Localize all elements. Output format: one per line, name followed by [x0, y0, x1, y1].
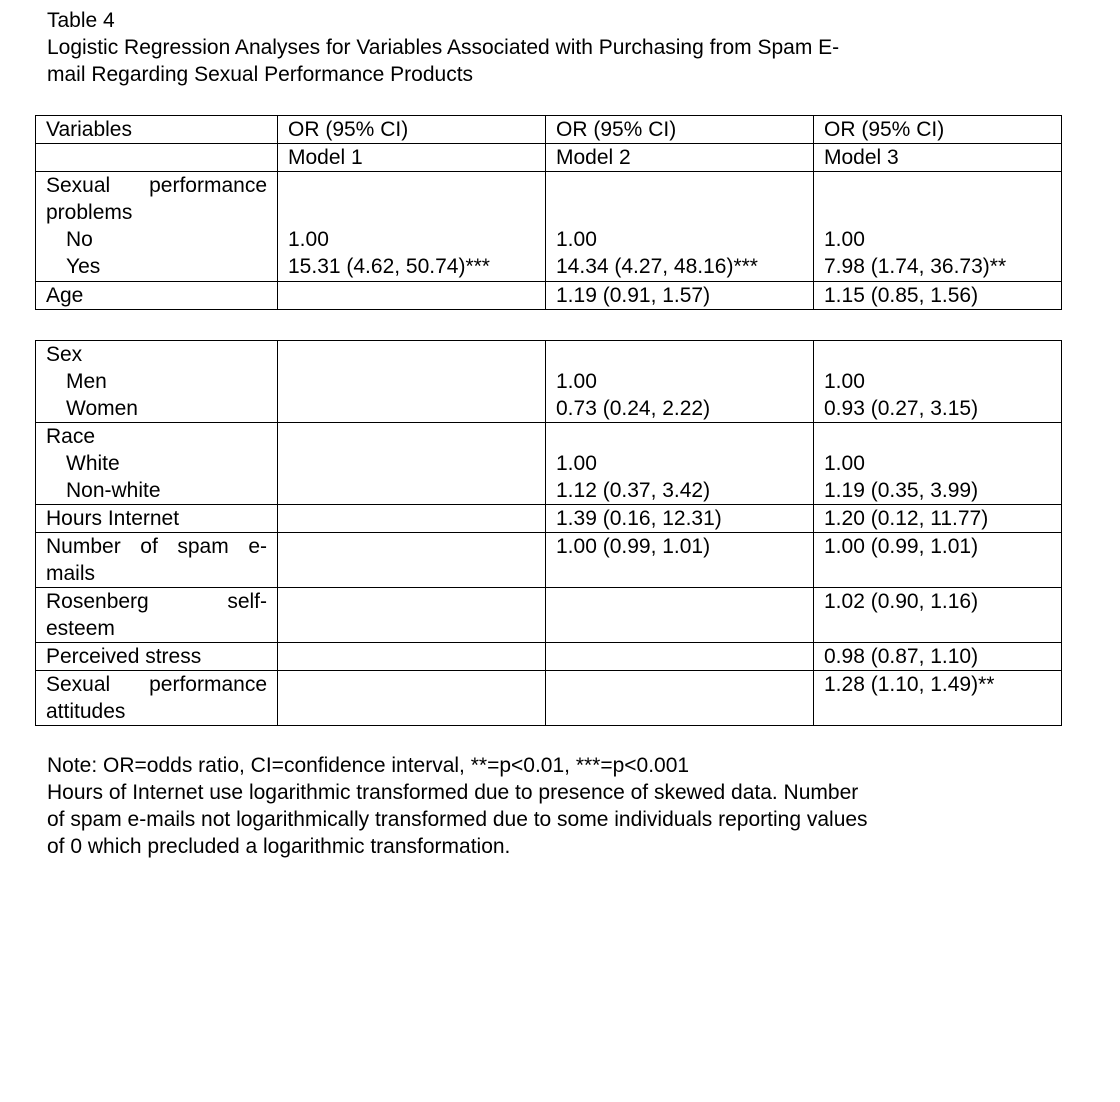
- table-row-sexual-performance-attitudes: [36, 671, 1062, 726]
- row-label-cell: [36, 341, 278, 423]
- m3-age-value: 1.15 (0.85, 1.56): [814, 282, 1062, 310]
- table-caption: [47, 7, 987, 88]
- regression-table-part-1: [35, 115, 1062, 310]
- row-label-cell: [36, 588, 278, 643]
- m3-attitudes-value: 1.28 (1.10, 1.49)**: [814, 671, 1062, 726]
- model-1-cell: [278, 341, 546, 423]
- label-spam-l1: Number of spam e-: [46, 535, 267, 558]
- label-problems: problems: [46, 201, 133, 224]
- m3-yes-value: 7.98 (1.74, 36.73)**: [824, 255, 1007, 278]
- m2-no-value: 1.00: [556, 228, 597, 251]
- table-label: Table 4: [47, 9, 115, 32]
- label-rosenberg-l1: Rosenberg self-: [46, 590, 267, 613]
- m3-women-value: 0.93 (0.27, 3.15): [824, 397, 979, 420]
- header-model-2: Model 2: [546, 144, 814, 172]
- label-race: Race: [46, 425, 96, 448]
- model-2-cell: [546, 423, 814, 505]
- header-empty: [36, 144, 278, 172]
- m2-women-value: 0.73 (0.24, 2.22): [556, 397, 711, 420]
- note-line-4: of 0 which precluded a logarithmic transformation.: [47, 835, 511, 858]
- label-attitudes-l2: attitudes: [46, 700, 126, 723]
- label-nonwhite: Non-white: [66, 479, 161, 502]
- m3-spam-value: 1.00 (0.99, 1.01): [814, 533, 1062, 588]
- model-1-cell: [278, 533, 546, 588]
- header-or-ci-2: OR (95% CI): [546, 116, 814, 144]
- table-row-rosenberg: [36, 588, 1062, 643]
- row-label-cell: [36, 172, 278, 282]
- header-model-1: Model 1: [278, 144, 546, 172]
- header-or-ci-1: OR (95% CI): [278, 116, 546, 144]
- model-2-cell: [546, 172, 814, 282]
- table-row-sex: [36, 341, 1062, 423]
- model-1-cell: [278, 423, 546, 505]
- regression-table-part-2: [35, 340, 1062, 726]
- m2-age-value: 1.19 (0.91, 1.57): [546, 282, 814, 310]
- table-row-age: [36, 282, 1062, 310]
- label-sexual-performance: Sexual performance: [46, 174, 267, 197]
- note-line-2: Hours of Internet use logarithmic transformed due to presence of skewed data. Number: [47, 781, 859, 804]
- m2-spam-value: 1.00 (0.99, 1.01): [546, 533, 814, 588]
- m1-yes-value: 15.31 (4.62, 50.74)***: [288, 255, 490, 278]
- m1-no-value: 1.00: [288, 228, 329, 251]
- table-title-line-2: mail Regarding Sexual Performance Products: [47, 63, 474, 86]
- table-row-hours-internet: [36, 505, 1062, 533]
- label-age: Age: [36, 282, 278, 310]
- m3-men-value: 1.00: [824, 370, 865, 393]
- m3-stress-value: 0.98 (0.87, 1.10): [814, 643, 1062, 671]
- table-row-sexual-performance-problems: [36, 172, 1062, 282]
- m3-white-value: 1.00: [824, 452, 865, 475]
- model-3-cell: [814, 172, 1062, 282]
- m2-white-value: 1.00: [556, 452, 597, 475]
- model-1-cell: [278, 643, 546, 671]
- header-row-1: [36, 116, 1062, 144]
- label-hours-internet: Hours Internet: [36, 505, 278, 533]
- table-notes: [47, 752, 967, 860]
- m3-no-value: 1.00: [824, 228, 865, 251]
- m2-hours-value: 1.39 (0.16, 12.31): [546, 505, 814, 533]
- m1-age-value: [278, 282, 546, 310]
- label-no: No: [66, 228, 93, 251]
- header-or-ci-3: OR (95% CI): [814, 116, 1062, 144]
- label-men: Men: [66, 370, 107, 393]
- label-perceived-stress: Perceived stress: [36, 643, 278, 671]
- table-title-line-1: Logistic Regression Analyses for Variables Associated with Purchasing from Spam E-: [47, 36, 840, 59]
- table-row-spam-emails: [36, 533, 1062, 588]
- table-row-race: [36, 423, 1062, 505]
- m2-yes-value: 14.34 (4.27, 48.16)***: [556, 255, 758, 278]
- m3-rosenberg-value: 1.02 (0.90, 1.16): [814, 588, 1062, 643]
- header-variables: Variables: [36, 116, 278, 144]
- label-women: Women: [66, 397, 138, 420]
- model-1-cell: [278, 505, 546, 533]
- table-row-perceived-stress: [36, 643, 1062, 671]
- model-3-cell: [814, 341, 1062, 423]
- label-white: White: [66, 452, 120, 475]
- m2-men-value: 1.00: [556, 370, 597, 393]
- model-3-cell: [814, 423, 1062, 505]
- note-line-1: Note: OR=odds ratio, CI=confidence interval, **=p<0.01, ***=p<0.001: [47, 754, 690, 777]
- model-2-cell: [546, 341, 814, 423]
- model-1-cell: [278, 172, 546, 282]
- m3-nonwhite-value: 1.19 (0.35, 3.99): [824, 479, 979, 502]
- model-2-cell: [546, 588, 814, 643]
- note-line-3: of spam e-mails not logarithmically transformed due to some individuals reporting values: [47, 808, 868, 831]
- row-label-cell: [36, 423, 278, 505]
- model-1-cell: [278, 588, 546, 643]
- header-row-2: [36, 144, 1062, 172]
- m3-hours-value: 1.20 (0.12, 11.77): [814, 505, 1062, 533]
- label-rosenberg-l2: esteem: [46, 617, 115, 640]
- m2-nonwhite-value: 1.12 (0.37, 3.42): [556, 479, 711, 502]
- model-2-cell: [546, 671, 814, 726]
- label-spam-l2: mails: [46, 562, 96, 585]
- label-attitudes-l1: Sexual performance: [46, 673, 267, 696]
- label-sex: Sex: [46, 343, 83, 366]
- label-yes: Yes: [66, 255, 101, 278]
- header-model-3: Model 3: [814, 144, 1062, 172]
- model-1-cell: [278, 671, 546, 726]
- model-2-cell: [546, 643, 814, 671]
- row-label-cell: [36, 533, 278, 588]
- row-label-cell: [36, 671, 278, 726]
